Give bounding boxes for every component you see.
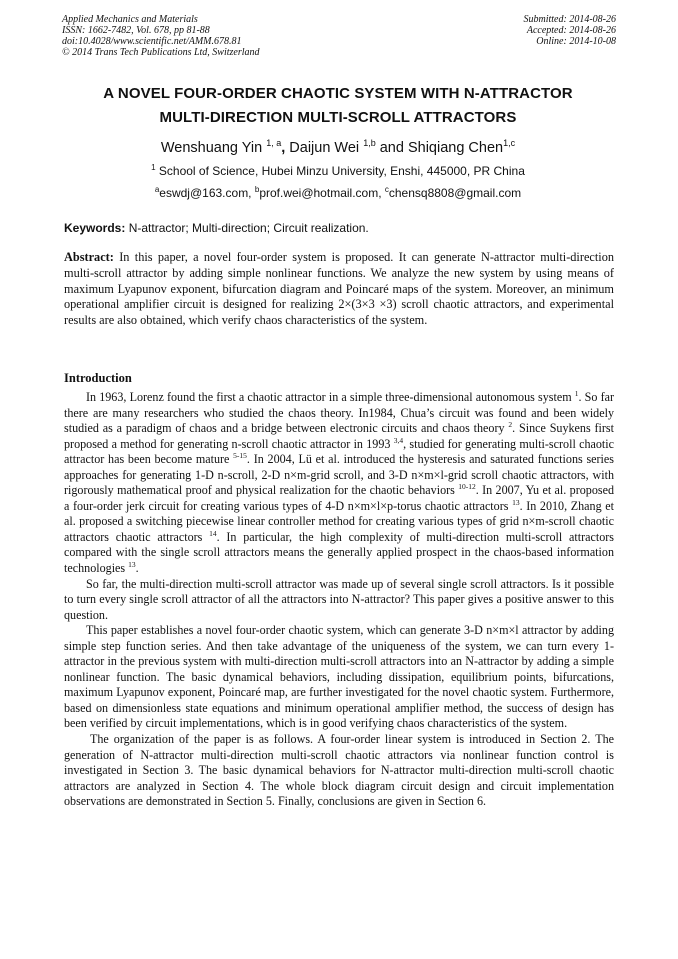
text-run: In 1963, Lorenz found the first a chaotic attractor in a simple three-dimensional autonomous system	[86, 390, 575, 404]
affiliation-text: School of Science, Hubei Minzu University, Enshi, 445000, PR China	[155, 164, 525, 178]
author-and: and	[375, 139, 408, 156]
email-c-marker: c	[384, 185, 389, 194]
author-3: Shiqiang Chen	[407, 139, 504, 156]
email-a-marker: a	[154, 185, 160, 194]
title-line-2: MULTI-DIRECTION MULTI-SCROLL ATTRACTORS	[159, 109, 517, 126]
intro-paragraph-2: So far, the multi-direction multi-scroll attractor was made up of several single scroll attractors. Is it possible to turn every single scroll attractor of all the attractors into N-attractor? This paper gives a positive answer to this question.	[64, 576, 614, 622]
keywords-label: Keywords:	[64, 221, 126, 235]
submission-dates	[524, 14, 617, 47]
author-3-affil: 1,c	[503, 138, 516, 148]
intro-paragraph-3: This paper establishes a novel four-order chaotic system, which can generate 3-D n×m×l attractor by adding simple step function series. And then take advantage of the uniqueness of the system, we can turn every 1-attractor in the previous system with multi-direction multi-scroll attractors into an N-attractor by adding a simple nonlinear function. The basic dynamical behaviors, including dissipation, equilibrium points, bifurcations, maximum Lyapunov exponent, Poincaré map, are further investigated for the novel chaotic system. Furthermore, based on dimensionless state equations and minimum operational amplifier method, the success of design has been verified by circuit implementations, which is in good verifying chaos characteristics of the system.	[64, 623, 614, 731]
text-run: . In 2004, Lü et al. introduced the hysteresis and saturated functions series approaches for generating 1-D n-scroll, 2-D n×m-grid scroll, and 3-D n×m×l-grid scroll chaotic attractors, with rigorously mathematical proof and physical realization for the chaotic behaviors	[64, 452, 614, 498]
online-date: Online: 2014-10-08	[536, 36, 616, 47]
text-run: . In 2007, Yu et al. proposed a four-order jerk circuit for creating various types of 4-D n×m×l×p-torus chaotic attractors	[64, 483, 614, 513]
text-run: .	[135, 561, 139, 576]
text-run: . Since Suykens first proposed a method for generating n-scroll chaotic attractor in 1993	[64, 421, 614, 451]
paper-title	[62, 82, 614, 130]
citation[interactable]: 2	[508, 420, 513, 430]
author-2-affil: 1,b	[363, 138, 376, 148]
issn-line: ISSN: 1662-7482, Vol. 678, pp 81-88	[62, 25, 210, 36]
introduction-body	[64, 390, 614, 810]
title-line-1: A NOVEL FOUR-ORDER CHAOTIC SYSTEM WITH N-ATTRACTOR	[103, 85, 573, 102]
email-a[interactable]: eswdj@163.com,	[159, 186, 255, 200]
author-list	[62, 138, 614, 156]
author-1: Wenshuang Yin	[160, 139, 263, 156]
intro-paragraph-4: The organization of the paper is as follows. A four-order linear system is introduced in Section 2. The generation of N-attractor multi-direction multi-scroll chaotic attractors via nonlinear function control is investigated in Section 3. The basic dynamical behaviors for N-attractor multi-direction multi-scroll chaotic attractors are analyzed in Section 4. The whole block diagram circuit design and circuit implementation observations are demonstrated in Section 5. Finally, conclusions are given in Section 6.	[64, 732, 614, 809]
author-1-affil: 1, a	[266, 138, 282, 148]
email-c[interactable]: chensq8808@gmail.com	[388, 186, 522, 200]
citation[interactable]: 3,4	[393, 435, 404, 445]
email-b[interactable]: prof.wei@hotmail.com,	[259, 186, 385, 200]
text-run: . In particular, the high complexity of multi-direction multi-scroll attractors compared with the single scroll attractors means the generally applied prospect in the chaos-based information technologies	[64, 529, 614, 576]
citation[interactable]: 13	[512, 497, 520, 507]
abstract	[64, 250, 614, 329]
affiliation-number: 1	[151, 163, 156, 172]
doi-line[interactable]: doi:10.4028/www.scientific.net/AMM.678.81	[62, 36, 242, 47]
journal-header	[62, 14, 616, 66]
section-heading-introduction: Introduction	[64, 371, 132, 385]
submitted-date: Submitted: 2014-08-26	[523, 14, 616, 25]
author-2: Daijun Wei	[289, 139, 360, 156]
journal-name: Applied Mechanics and Materials	[62, 14, 198, 25]
citation[interactable]: 13	[128, 559, 136, 569]
copyright-line: © 2014 Trans Tech Publications Ltd, Switzerland	[62, 47, 260, 58]
citation[interactable]: 5-15	[233, 451, 247, 461]
text-run: . So far there are many researchers who studied the chaos theory. In1984, Chua’s circuit was found and been widely studied as a paradigm of chaos and a bridge between electronic circuits and chaos theory	[64, 390, 615, 436]
intro-paragraph-1	[64, 390, 614, 577]
author-emails	[62, 185, 614, 200]
accepted-date: Accepted: 2014-08-26	[526, 25, 616, 36]
affiliation	[62, 163, 614, 178]
citation[interactable]: 10-12	[458, 482, 476, 492]
email-b-marker: b	[254, 185, 260, 194]
text-run: . In 2010, Zhang et al. proposed a switching piecewise linear controller method for creating various types of grid n×m-scroll chaotic attractors chaotic attractors	[64, 498, 614, 544]
author-separator: ,	[281, 139, 286, 156]
keywords	[64, 221, 614, 235]
citation[interactable]: 14	[209, 528, 217, 538]
abstract-text: In this paper, a novel four-order system is proposed. It can generate N-attractor multi-direction multi-scroll attractor by adding simple nonlinear functions. We analyze the new system by using means of maximum Lyapunov exponent, bifurcation diagram and Poincaré maps of the system. Moreover, an minimum operational amplifier circuit is designed for realizing 2×(3×3 ×3) scroll chaotic attractors, and experimental results are also obtained, which verify chaos characteristics of the system.	[64, 250, 614, 328]
abstract-label: Abstract:	[64, 250, 114, 264]
keywords-text: N-attractor; Multi-direction; Circuit realization.	[125, 221, 369, 235]
citation[interactable]: 1	[574, 388, 579, 398]
journal-info	[62, 14, 260, 58]
text-run: , studied for generating multi-scroll chaotic attractor has been become mature	[64, 436, 615, 467]
